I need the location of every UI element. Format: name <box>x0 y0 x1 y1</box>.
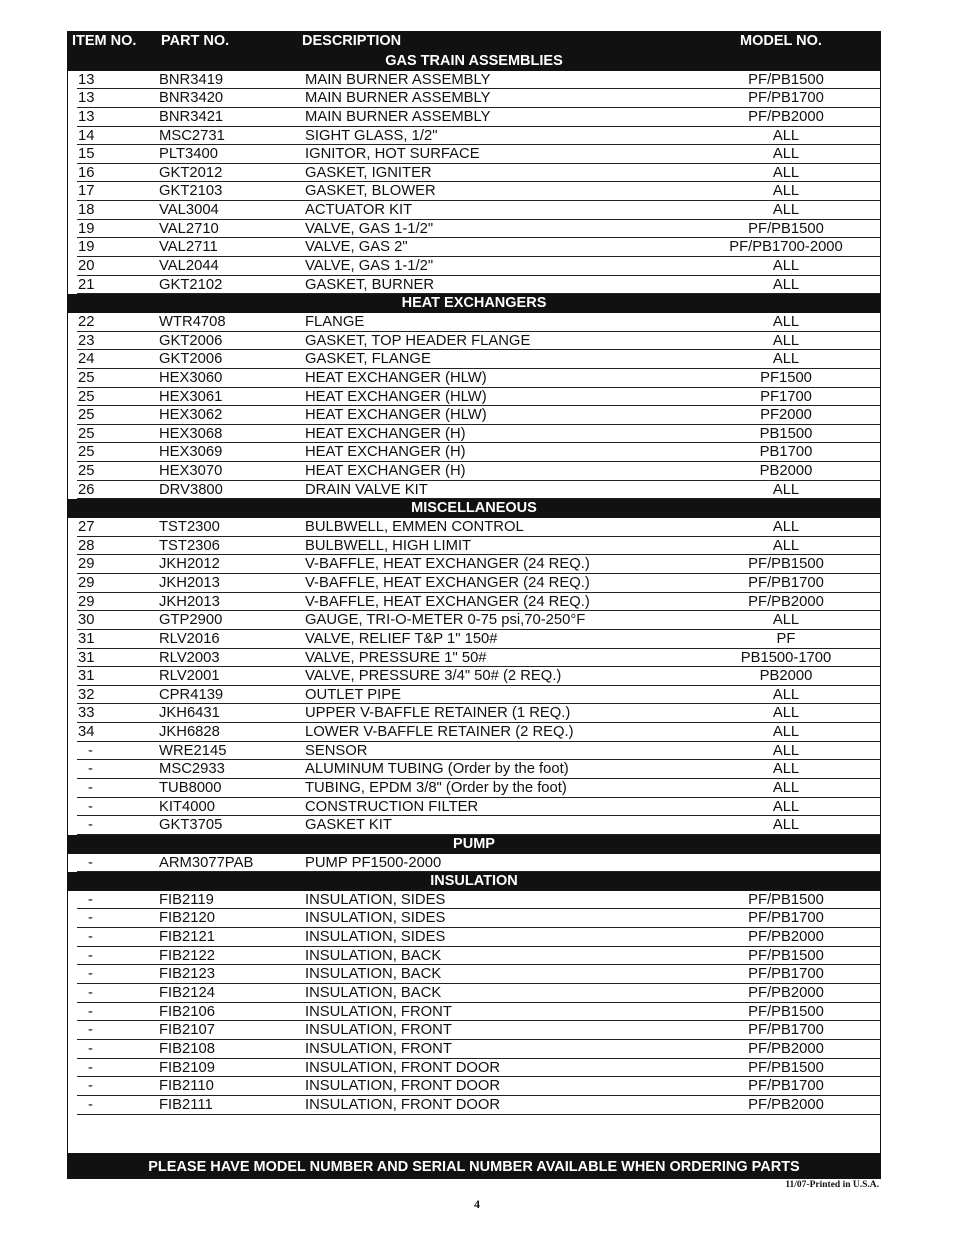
model-no-cell: PF/PB1500 <box>748 947 824 964</box>
description-cell: ACTUATOR KIT <box>305 202 413 219</box>
model-no-cell: PF/PB1700 <box>748 966 824 983</box>
description-cell: INSULATION, FRONT <box>305 1040 452 1057</box>
section-heading: GAS TRAIN ASSEMBLIES <box>68 52 880 71</box>
description-cell: HEAT EXCHANGER (HLW) <box>305 388 487 405</box>
part-no-cell: FIB2110 <box>159 1078 214 1095</box>
model-no-cell: PF/PB2000 <box>748 929 824 946</box>
description-cell: V-BAFFLE, HEAT EXCHANGER (24 REQ.) <box>305 574 590 591</box>
table-row <box>68 593 880 612</box>
description-cell: VALVE, GAS 1-1/2" <box>305 258 434 275</box>
model-no-cell: ALL <box>772 313 800 330</box>
table-row <box>68 704 880 723</box>
description-cell: VALVE, RELIEF T&P 1" 150# <box>305 630 498 647</box>
item-no-cell: 34 <box>78 724 95 741</box>
item-no-cell: 13 <box>78 90 95 107</box>
item-no-cell: 31 <box>78 649 95 666</box>
part-no-cell: GKT2102 <box>159 276 223 293</box>
table-row <box>68 1059 880 1078</box>
part-no-cell: GKT3705 <box>159 817 223 834</box>
model-no-cell: ALL <box>772 779 800 796</box>
description-cell: HEAT EXCHANGER (H) <box>305 463 466 480</box>
item-no-cell: 25 <box>78 463 95 480</box>
description-cell: ALUMINUM TUBING (Order by the foot) <box>305 761 569 778</box>
description-cell: DRAIN VALVE KIT <box>305 481 428 498</box>
description-cell: BULBWELL, HIGH LIMIT <box>305 537 472 554</box>
description-cell: FLANGE <box>305 313 365 330</box>
description-cell: INSULATION, FRONT <box>305 1022 452 1039</box>
part-no-cell: RLV2003 <box>159 649 220 666</box>
description-cell: GASKET, BLOWER <box>305 183 436 200</box>
model-no-cell: PF/PB2000 <box>748 1096 824 1113</box>
item-no-cell: - <box>88 817 93 834</box>
model-no-cell: PF2000 <box>760 407 812 424</box>
description-cell: V-BAFFLE, HEAT EXCHANGER (24 REQ.) <box>305 556 590 573</box>
page-number: 4 <box>474 1197 480 1211</box>
item-no-cell: 13 <box>78 108 95 125</box>
item-no-cell: - <box>88 854 93 871</box>
item-no-cell: 28 <box>78 537 95 554</box>
description-cell: BULBWELL, EMMEN CONTROL <box>305 519 524 536</box>
description-cell: GASKET, BURNER <box>305 276 435 293</box>
model-no-cell: PF <box>776 630 796 647</box>
part-no-cell: ARM3077PAB <box>159 854 254 871</box>
item-no-cell: - <box>88 985 93 1002</box>
table-row <box>68 425 880 444</box>
part-no-cell: FIB2111 <box>159 1096 213 1113</box>
description-cell: HEAT EXCHANGER (H) <box>305 444 466 461</box>
description-cell: INSULATION, SIDES <box>305 910 446 927</box>
model-no-cell: PB1700 <box>759 444 813 461</box>
item-no-cell: 15 <box>78 146 95 163</box>
item-no-cell: 25 <box>78 388 95 405</box>
item-no-cell: 25 <box>78 407 95 424</box>
item-no-cell: 22 <box>78 313 95 330</box>
description-cell: INSULATION, FRONT DOOR <box>305 1078 501 1095</box>
item-no-cell: 14 <box>78 127 95 144</box>
part-no-cell: RLV2001 <box>159 668 220 685</box>
model-no-cell: ALL <box>772 332 800 349</box>
item-no-cell: - <box>88 929 93 946</box>
table-row <box>68 1077 880 1096</box>
item-no-cell: 25 <box>78 425 95 442</box>
item-no-cell: 33 <box>78 705 95 722</box>
table-row <box>68 555 880 574</box>
model-no-cell: PF1700 <box>760 388 812 405</box>
table-row <box>68 909 880 928</box>
part-no-cell: MSC2731 <box>159 127 225 144</box>
table-row <box>68 276 880 295</box>
part-no-cell: JKH2013 <box>159 574 220 591</box>
part-no-cell: WTR4708 <box>159 313 226 330</box>
part-no-cell: VAL2044 <box>159 258 219 275</box>
description-cell: VALVE, GAS 2" <box>305 239 408 256</box>
model-no-cell: ALL <box>772 761 800 778</box>
section-heading: PUMP <box>68 835 880 854</box>
part-no-cell: VAL2710 <box>159 220 219 237</box>
part-no-cell: FIB2119 <box>159 891 214 908</box>
description-cell: INSULATION, BACK <box>305 947 442 964</box>
item-no-cell: - <box>88 966 93 983</box>
part-no-cell: JKH6828 <box>159 724 220 741</box>
table-row <box>68 1021 880 1040</box>
parts-list-table <box>67 31 881 1179</box>
item-no-cell: - <box>88 1059 93 1076</box>
description-cell: CONSTRUCTION FILTER <box>305 798 479 815</box>
part-no-cell: FIB2123 <box>159 966 215 983</box>
item-no-cell: - <box>88 761 93 778</box>
model-no-cell: PF/PB1700-2000 <box>729 239 843 256</box>
item-no-cell: 19 <box>78 239 95 256</box>
model-no-cell: ALL <box>772 127 800 144</box>
model-no-cell: PF/PB1500 <box>748 1003 824 1020</box>
table-row <box>68 742 880 761</box>
item-no-cell: 31 <box>78 630 95 647</box>
item-no-cell: 21 <box>78 276 95 293</box>
table-row <box>68 630 880 649</box>
description-cell: VALVE, GAS 1-1/2" <box>305 220 434 237</box>
model-no-cell: ALL <box>772 537 800 554</box>
model-no-cell: ALL <box>772 742 800 759</box>
table-header <box>68 32 880 52</box>
item-no-cell: 29 <box>78 556 95 573</box>
description-cell: INSULATION, SIDES <box>305 891 446 908</box>
description-cell: GASKET KIT <box>305 817 392 834</box>
item-no-cell: 20 <box>78 258 95 275</box>
part-no-cell: FIB2121 <box>159 929 215 946</box>
description-cell: HEAT EXCHANGER (H) <box>305 425 466 442</box>
table-row <box>68 779 880 798</box>
table-row <box>68 443 880 462</box>
table-row <box>68 257 880 276</box>
part-no-cell: GKT2006 <box>159 351 223 368</box>
table-row <box>68 369 880 388</box>
description-cell: MAIN BURNER ASSEMBLY <box>305 90 491 107</box>
model-no-cell: ALL <box>772 612 800 629</box>
description-cell: HEAT EXCHANGER (HLW) <box>305 407 487 424</box>
item-no-cell: 31 <box>78 668 95 685</box>
part-no-cell: HEX3068 <box>159 425 223 442</box>
description-cell: SIGHT GLASS, 1/2" <box>305 127 438 144</box>
item-no-cell: 18 <box>78 202 95 219</box>
model-no-cell: PB2000 <box>759 463 813 480</box>
model-no-cell: ALL <box>772 351 800 368</box>
table-row <box>68 518 880 537</box>
section-heading: INSULATION <box>68 872 880 891</box>
printed-note: 11/07-Printed in U.S.A. <box>785 1180 879 1190</box>
section-heading: HEAT EXCHANGERS <box>68 294 880 313</box>
part-no-cell: JKH2013 <box>159 593 220 610</box>
table-row <box>68 686 880 705</box>
table-row <box>68 220 880 239</box>
item-no-cell: - <box>88 1096 93 1113</box>
table-row <box>68 537 880 556</box>
table-row <box>68 71 880 90</box>
model-no-cell: PB2000 <box>759 668 813 685</box>
model-no-cell: PF/PB1500 <box>748 71 824 88</box>
model-no-cell: ALL <box>772 705 800 722</box>
table-row <box>68 667 880 686</box>
description-cell: VALVE, PRESSURE 3/4" 50# (2 REQ.) <box>305 668 562 685</box>
table-row <box>68 1003 880 1022</box>
description-cell: IGNITOR, HOT SURFACE <box>305 146 480 163</box>
section-heading: MISCELLANEOUS <box>68 499 880 518</box>
part-no-cell: FIB2109 <box>159 1059 215 1076</box>
part-no-cell: BNR3420 <box>159 90 224 107</box>
part-no-cell: FIB2122 <box>159 947 215 964</box>
table-body <box>68 52 880 1115</box>
model-no-cell: ALL <box>772 686 800 703</box>
item-no-cell: - <box>88 1078 93 1095</box>
item-no-cell: 23 <box>78 332 95 349</box>
description-cell: GAUGE, TRI-O-METER 0-75 psi,70-250°F <box>305 612 586 629</box>
table-row <box>68 332 880 351</box>
item-no-cell: - <box>88 947 93 964</box>
description-cell: PUMP PF1500-2000 <box>305 854 442 871</box>
description-cell: LOWER V-BAFFLE RETAINER (2 REQ.) <box>305 724 574 741</box>
table-row <box>68 798 880 817</box>
part-no-cell: MSC2933 <box>159 761 225 778</box>
part-no-cell: TST2306 <box>159 537 220 554</box>
description-cell: SENSOR <box>305 742 368 759</box>
part-no-cell: GTP2900 <box>159 612 223 629</box>
model-no-cell: PF/PB1500 <box>748 891 824 908</box>
table-row <box>68 462 880 481</box>
model-no-cell: PF/PB1500 <box>748 220 824 237</box>
description-cell: INSULATION, FRONT DOOR <box>305 1096 501 1113</box>
description-cell: TUBING, EPDM 3/8" (Order by the foot) <box>305 779 567 796</box>
description-cell: OUTLET PIPE <box>305 686 401 703</box>
model-no-cell: ALL <box>772 183 800 200</box>
part-no-cell: BNR3421 <box>159 108 224 125</box>
model-no-cell: PF/PB1700 <box>748 574 824 591</box>
description-cell: MAIN BURNER ASSEMBLY <box>305 108 491 125</box>
table-row <box>68 723 880 742</box>
header-item-no: ITEM NO. <box>72 33 137 49</box>
description-cell: MAIN BURNER ASSEMBLY <box>305 71 491 88</box>
model-no-cell: PF/PB1700 <box>748 1078 824 1095</box>
model-no-cell: ALL <box>772 724 800 741</box>
item-no-cell: 30 <box>78 612 95 629</box>
item-no-cell: 16 <box>78 164 95 181</box>
model-no-cell: ALL <box>772 817 800 834</box>
model-no-cell: PB1500 <box>759 425 813 442</box>
part-no-cell: GKT2012 <box>159 164 223 181</box>
table-row <box>68 649 880 668</box>
item-no-cell: - <box>88 891 93 908</box>
model-no-cell: PF/PB1500 <box>748 1059 824 1076</box>
model-no-cell: ALL <box>772 276 800 293</box>
model-no-cell: PB1500-1700 <box>740 649 832 666</box>
item-no-cell: 25 <box>78 369 95 386</box>
part-no-cell: HEX3061 <box>159 388 223 405</box>
model-no-cell: PF/PB2000 <box>748 1040 824 1057</box>
table-row <box>68 891 880 910</box>
item-no-cell: 24 <box>78 351 95 368</box>
description-cell: INSULATION, BACK <box>305 966 442 983</box>
description-cell: GASKET, IGNITER <box>305 164 432 181</box>
table-row <box>68 816 880 835</box>
table-row <box>68 182 880 201</box>
part-no-cell: FIB2120 <box>159 910 215 927</box>
item-no-cell: - <box>88 1003 93 1020</box>
table-row <box>68 238 880 257</box>
table-row <box>68 1040 880 1059</box>
model-no-cell: PF/PB1500 <box>748 556 824 573</box>
model-no-cell: ALL <box>772 146 800 163</box>
table-row <box>68 108 880 127</box>
table-row <box>68 965 880 984</box>
part-no-cell: FIB2124 <box>159 985 215 1002</box>
part-no-cell: DRV3800 <box>159 481 223 498</box>
table-row <box>68 388 880 407</box>
item-no-cell: 19 <box>78 220 95 237</box>
model-no-cell: ALL <box>772 798 800 815</box>
description-cell: HEAT EXCHANGER (HLW) <box>305 369 487 386</box>
table-row <box>68 145 880 164</box>
table-row <box>68 350 880 369</box>
table-row <box>68 481 880 500</box>
part-no-cell: WRE2145 <box>159 742 227 759</box>
model-no-cell: ALL <box>772 481 800 498</box>
table-row <box>68 984 880 1003</box>
description-cell: INSULATION, BACK <box>305 985 442 1002</box>
model-no-cell: ALL <box>772 258 800 275</box>
item-no-cell: - <box>88 798 93 815</box>
table-row <box>68 127 880 146</box>
model-no-cell: PF/PB1700 <box>748 1022 824 1039</box>
item-no-cell: - <box>88 779 93 796</box>
part-no-cell: TST2300 <box>159 519 220 536</box>
table-row <box>68 760 880 779</box>
part-no-cell: FIB2108 <box>159 1040 215 1057</box>
model-no-cell: ALL <box>772 164 800 181</box>
item-no-cell: 29 <box>78 574 95 591</box>
item-no-cell: 27 <box>78 519 95 536</box>
description-cell: GASKET, FLANGE <box>305 351 431 368</box>
table-row <box>68 406 880 425</box>
description-cell: VALVE, PRESSURE 1" 50# <box>305 649 487 666</box>
table-row <box>68 854 880 873</box>
part-no-cell: VAL2711 <box>159 239 218 256</box>
model-no-cell: PF/PB2000 <box>748 593 824 610</box>
table-row <box>68 928 880 947</box>
description-cell: V-BAFFLE, HEAT EXCHANGER (24 REQ.) <box>305 593 590 610</box>
item-no-cell: 26 <box>78 481 95 498</box>
ordering-notice: PLEASE HAVE MODEL NUMBER AND SERIAL NUMBER AVAILABLE WHEN ORDERING PARTS <box>68 1153 880 1178</box>
description-cell: UPPER V-BAFFLE RETAINER (1 REQ.) <box>305 705 571 722</box>
item-no-cell: - <box>88 742 93 759</box>
table-row <box>68 89 880 108</box>
description-cell: GASKET, TOP HEADER FLANGE <box>305 332 531 349</box>
header-part-no: PART NO. <box>161 33 230 49</box>
part-no-cell: FIB2107 <box>159 1022 215 1039</box>
part-no-cell: HEX3062 <box>159 407 223 424</box>
table-row <box>68 313 880 332</box>
part-no-cell: RLV2016 <box>159 630 220 647</box>
part-no-cell: PLT3400 <box>159 146 218 163</box>
part-no-cell: GKT2103 <box>159 183 223 200</box>
item-no-cell: - <box>88 1022 93 1039</box>
model-no-cell: PF/PB2000 <box>748 985 824 1002</box>
part-no-cell: JKH2012 <box>159 556 220 573</box>
model-no-cell: ALL <box>772 519 800 536</box>
table-row <box>68 611 880 630</box>
table-row <box>68 947 880 966</box>
part-no-cell: KIT4000 <box>159 798 215 815</box>
model-no-cell: PF1500 <box>760 369 812 386</box>
item-no-cell: - <box>88 910 93 927</box>
table-row <box>68 164 880 183</box>
model-no-cell: PF/PB2000 <box>748 108 824 125</box>
part-no-cell: VAL3004 <box>159 202 219 219</box>
item-no-cell: - <box>88 1040 93 1057</box>
part-no-cell: HEX3070 <box>159 463 223 480</box>
part-no-cell: BNR3419 <box>159 71 224 88</box>
model-no-cell: PF/PB1700 <box>748 90 824 107</box>
item-no-cell: 13 <box>78 71 95 88</box>
table-row <box>68 1096 880 1115</box>
item-no-cell: 32 <box>78 686 95 703</box>
item-no-cell: 17 <box>78 183 95 200</box>
item-no-cell: 25 <box>78 444 95 461</box>
description-cell: INSULATION, FRONT DOOR <box>305 1059 501 1076</box>
table-row <box>68 574 880 593</box>
part-no-cell: JKH6431 <box>159 705 220 722</box>
table-row <box>68 201 880 220</box>
part-no-cell: FIB2106 <box>159 1003 215 1020</box>
part-no-cell: TUB8000 <box>159 779 222 796</box>
model-no-cell: PF/PB1700 <box>748 910 824 927</box>
description-cell: INSULATION, SIDES <box>305 929 446 946</box>
header-model-no: MODEL NO. <box>740 33 822 49</box>
part-no-cell: GKT2006 <box>159 332 223 349</box>
part-no-cell: HEX3060 <box>159 369 223 386</box>
part-no-cell: HEX3069 <box>159 444 223 461</box>
description-cell: INSULATION, FRONT <box>305 1003 452 1020</box>
item-no-cell: 29 <box>78 593 95 610</box>
header-description: DESCRIPTION <box>302 33 402 49</box>
model-no-cell: ALL <box>772 202 800 219</box>
part-no-cell: CPR4139 <box>159 686 224 703</box>
